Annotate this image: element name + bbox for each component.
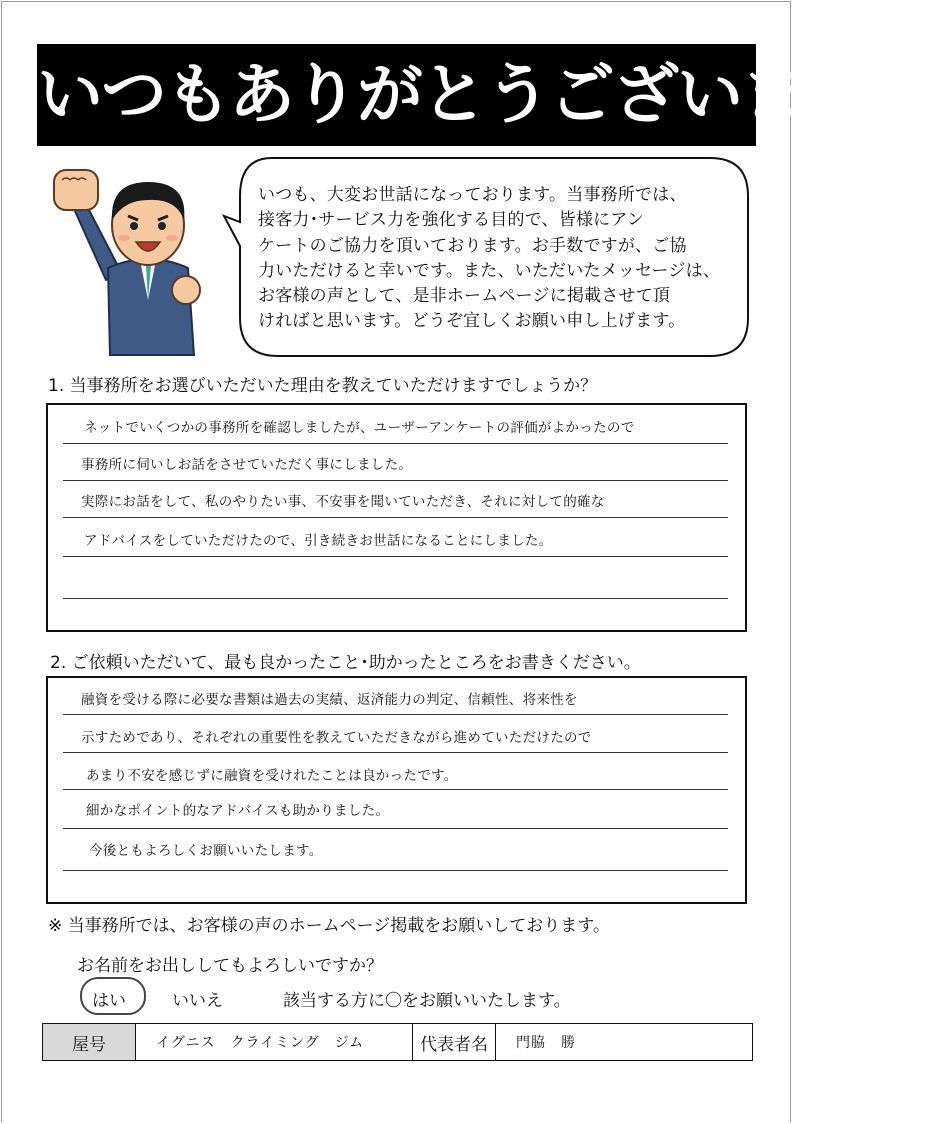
shop-name-value: イグニス クライミング ジム [136,1024,413,1061]
intro-line: いつも、大変お世話になっております。当事務所では、 [258,185,687,205]
answer-text: あまり不安を感じずに融資を受けれたことは良かったです。 [86,768,458,784]
answer-line [63,517,728,518]
intro-line: ケートのご協力を頂いております。お手数ですが、ご協 [258,235,687,256]
banner-title: いつもありがとうございます！ [37,44,756,146]
choice-instruction: 該当する方に〇をお願いいたします。 [283,991,571,1011]
answer-line [63,752,728,753]
answer-text: 今後ともよろしくお願いいたします。 [89,843,323,859]
businessman-fist-illustration [48,150,218,360]
answer-line [63,870,728,871]
question-2: 2. ご依頼いただいて、最も良かったこと･助かったところをお書きください。 [50,653,641,673]
answer-text: 示すためであり、それぞれの重要性を教えていただきながら進めていただけたので [81,730,592,746]
answer-line [63,598,728,599]
answer-box-1 [46,403,747,632]
answer-text: 細かなポイント的なアドバイスも助かりました。 [86,803,390,819]
intro-line: 力いただけると幸いです。また、いただいたメッセージは、 [258,260,721,281]
answer-text: 実際にお話をして、私のやりたい事、不安事を聞いていただき、それに対して的確な [81,494,605,510]
answer-text: 事務所に伺いしお話をさせていただく事にしました。 [81,457,413,473]
answer-line [63,828,728,829]
shop-name-label: 屋号 [43,1024,136,1061]
intro-message [258,183,728,335]
consent-note: ※ 当事務所では、お客様の声のホームページ掲載をお願いしております。 [48,916,610,936]
representative-value: 門脇 勝 [496,1024,753,1061]
answer-box-2 [46,676,747,904]
intro-line: 接客力･サービス力を強化する目的で、皆様にアン [258,210,645,231]
representative-label: 代表者名 [413,1024,496,1061]
answer-line [63,789,728,790]
intro-line: お客様の声として、是非ホームページに掲載させて頂 [258,286,671,307]
business-info-table [42,1023,753,1061]
answer-text: アドバイスをしていただけたので、引き続きお世話になることにしました。 [84,533,553,549]
consent-question: お名前をお出ししてもよろしいですか？ [77,956,383,976]
choice-no[interactable]: いいえ [172,991,223,1011]
answer-line [63,443,728,444]
answer-line [63,556,728,557]
answer-line [63,480,728,481]
question-1: 1. 当事務所をお選びいただいた理由を教えていただけますでしょうか？ [48,376,598,396]
intro-line: ければと思います。どうぞ宜しくお願い申し上げます。 [258,311,686,332]
choice-yes[interactable]: はい [92,991,126,1011]
raised-fist-icon [54,170,98,210]
answer-text: 融資を受ける際に必要な書類は過去の実績、返済能力の判定、信頼性、将来性を [81,692,578,708]
answer-text: ネットでいくつかの事務所を確認しましたが、ユーザーアンケートの評価がよかったので [84,420,635,436]
answer-line [63,714,728,715]
